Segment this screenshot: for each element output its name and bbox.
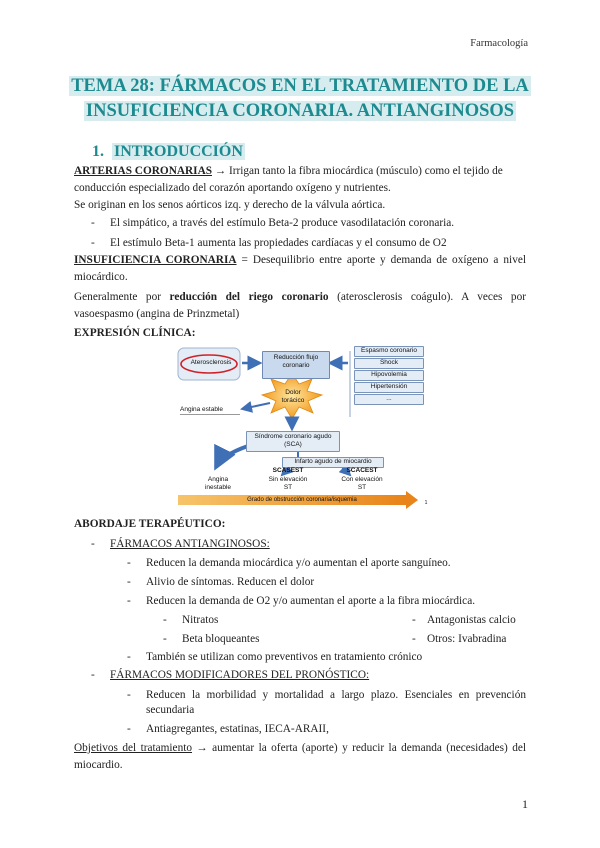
insuficiencia-paragraph: INSUFICIENCIA CORONARIA = Desequilibrio entre aporte y demanda de oxígeno a nivel [74,254,527,266]
modificadores-item-1: Reducen la morbilidad y mortalidad a largo plazo. Esenciales en prevención [146,689,526,701]
antianginosos-title: FÁRMACOS ANTIANGINOSOS: [110,538,270,550]
list-dash: - [127,689,131,701]
cause-item: Hipovolemia [354,370,424,381]
cause-item: Espasmo coronario [354,346,424,357]
page-title-line1: TEMA 28: FÁRMACOS EN EL TRATAMIENTO DE LA [71,76,529,96]
list-dash: - [127,557,131,569]
antianginosos-item-3: Reducen la demanda de O2 y/o aumentan el aporte a la fibra miocárdica. [146,595,476,607]
header-subject: Farmacología [470,38,528,49]
modificadores-item-1b: secundaria [146,704,195,716]
list-dash: - [163,633,167,645]
list-dash: - [127,651,131,663]
scasest-label: SCASEST [272,467,304,474]
list-dash: - [127,576,131,588]
objetivos-term: Objetivos del tratamiento [74,742,193,754]
infarto-box: Infarto agudo de miocardio [282,457,384,468]
cause-item: Hipertensión [354,382,424,393]
arterias-bullet-1: El simpático, a través del estímulo Beta-2 produce vasodilatación coronaria. [110,217,455,229]
section-heading [92,143,245,161]
antianginosos-last: También se utilizan como preventivos en tratamiento crónico [146,651,423,663]
arterias-line2: conducción especializado del corazón aportando oxígeno y nutrientes. [74,182,391,194]
modificadores-title: FÁRMACOS MODIFICADORES DEL PRONÓSTICO: [110,669,370,681]
page-number: 1 [522,797,528,811]
antianginosos-item-2: Alivio de síntomas. Reducen el dolor [146,576,315,588]
drug-antagonistas: Antagonistas calcio [427,614,516,626]
scacest-label: SCACEST [346,467,378,474]
objetivos-line2: miocardio. [74,759,123,771]
con-elevacion-label: Con elevación ST [341,476,383,491]
dolor-label: Dolor torácico [281,389,305,404]
list-dash: - [163,614,167,626]
list-dash: - [127,723,131,735]
cause-item: Shock [354,358,424,369]
modificadores-item-2: Antiagregantes, estatinas, IECA-ARAII, [146,723,329,735]
abordaje-heading: ABORDAJE TERAPÉUTICO: [74,518,226,530]
reduccion-box: Reducción flujo coronario [262,351,330,379]
sin-elevacion-label: Sin elevación ST [268,476,308,491]
insuficiencia-line4: vasoespasmo (angina de Prinzmetal) [74,308,240,320]
page-title-line2: INSUFICIENCIA CORONARIA. ANTIANGINOSOS [85,101,515,121]
arterias-bullet-2: El estímulo Beta-1 aumenta las propiedades cardíacas y el consumo de O2 [110,237,447,249]
objetivos-paragraph: Objetivos del tratamiento → aumentar la oferta (aporte) y reducir la demanda (necesidades) del [74,742,527,754]
angina-estable-label: Angina estable [180,406,240,415]
section-title: INTRODUCCIÓN [114,143,243,160]
insuficiencia-line3: Generalmente por reducción del riego coronario (aterosclerosis coágulo). A veces por [74,291,526,303]
list-dash: - [91,669,95,681]
list-dash: - [91,217,95,229]
grado-label: Grado de obstrucción coronaria/isquemia [247,497,357,503]
insuficiencia-term: INSUFICIENCIA CORONARIA [74,254,237,266]
diagram-footnote: 1 [424,500,428,506]
drug-otros: Otros: Ivabradina [427,633,507,645]
drug-beta: Beta bloqueantes [182,633,260,645]
insuficiencia-line2: miocárdico. [74,271,128,283]
list-dash: - [412,614,416,626]
clinical-diagram [172,343,434,511]
section-number: 1. [92,143,104,160]
list-dash: - [91,237,95,249]
arterias-term: ARTERIAS CORONARIAS [74,165,213,177]
list-dash: - [412,633,416,645]
angina-inestable-label: Angina inestable [204,476,232,491]
cause-item: ... [354,394,424,405]
sca-box: Síndrome coronario agudo (SCA) [246,431,340,452]
arterias-paragraph: ARTERIAS CORONARIAS → Irrigan tanto la fibra miocárdica (músculo) como el tejido de [74,165,503,177]
list-dash: - [91,538,95,550]
arterias-line3: Se originan en los senos aórticos izq. y derecho de la válvula aórtica. [74,199,386,211]
antianginosos-item-1: Reducen la demanda miocárdica y/o aumentan el aporte sanguíneo. [146,557,451,569]
aterosclerosis-label: Aterosclerosis [190,359,232,366]
expresion-heading: EXPRESIÓN CLÍNICA: [74,327,196,339]
drug-nitratos: Nitratos [182,614,219,626]
list-dash: - [127,595,131,607]
